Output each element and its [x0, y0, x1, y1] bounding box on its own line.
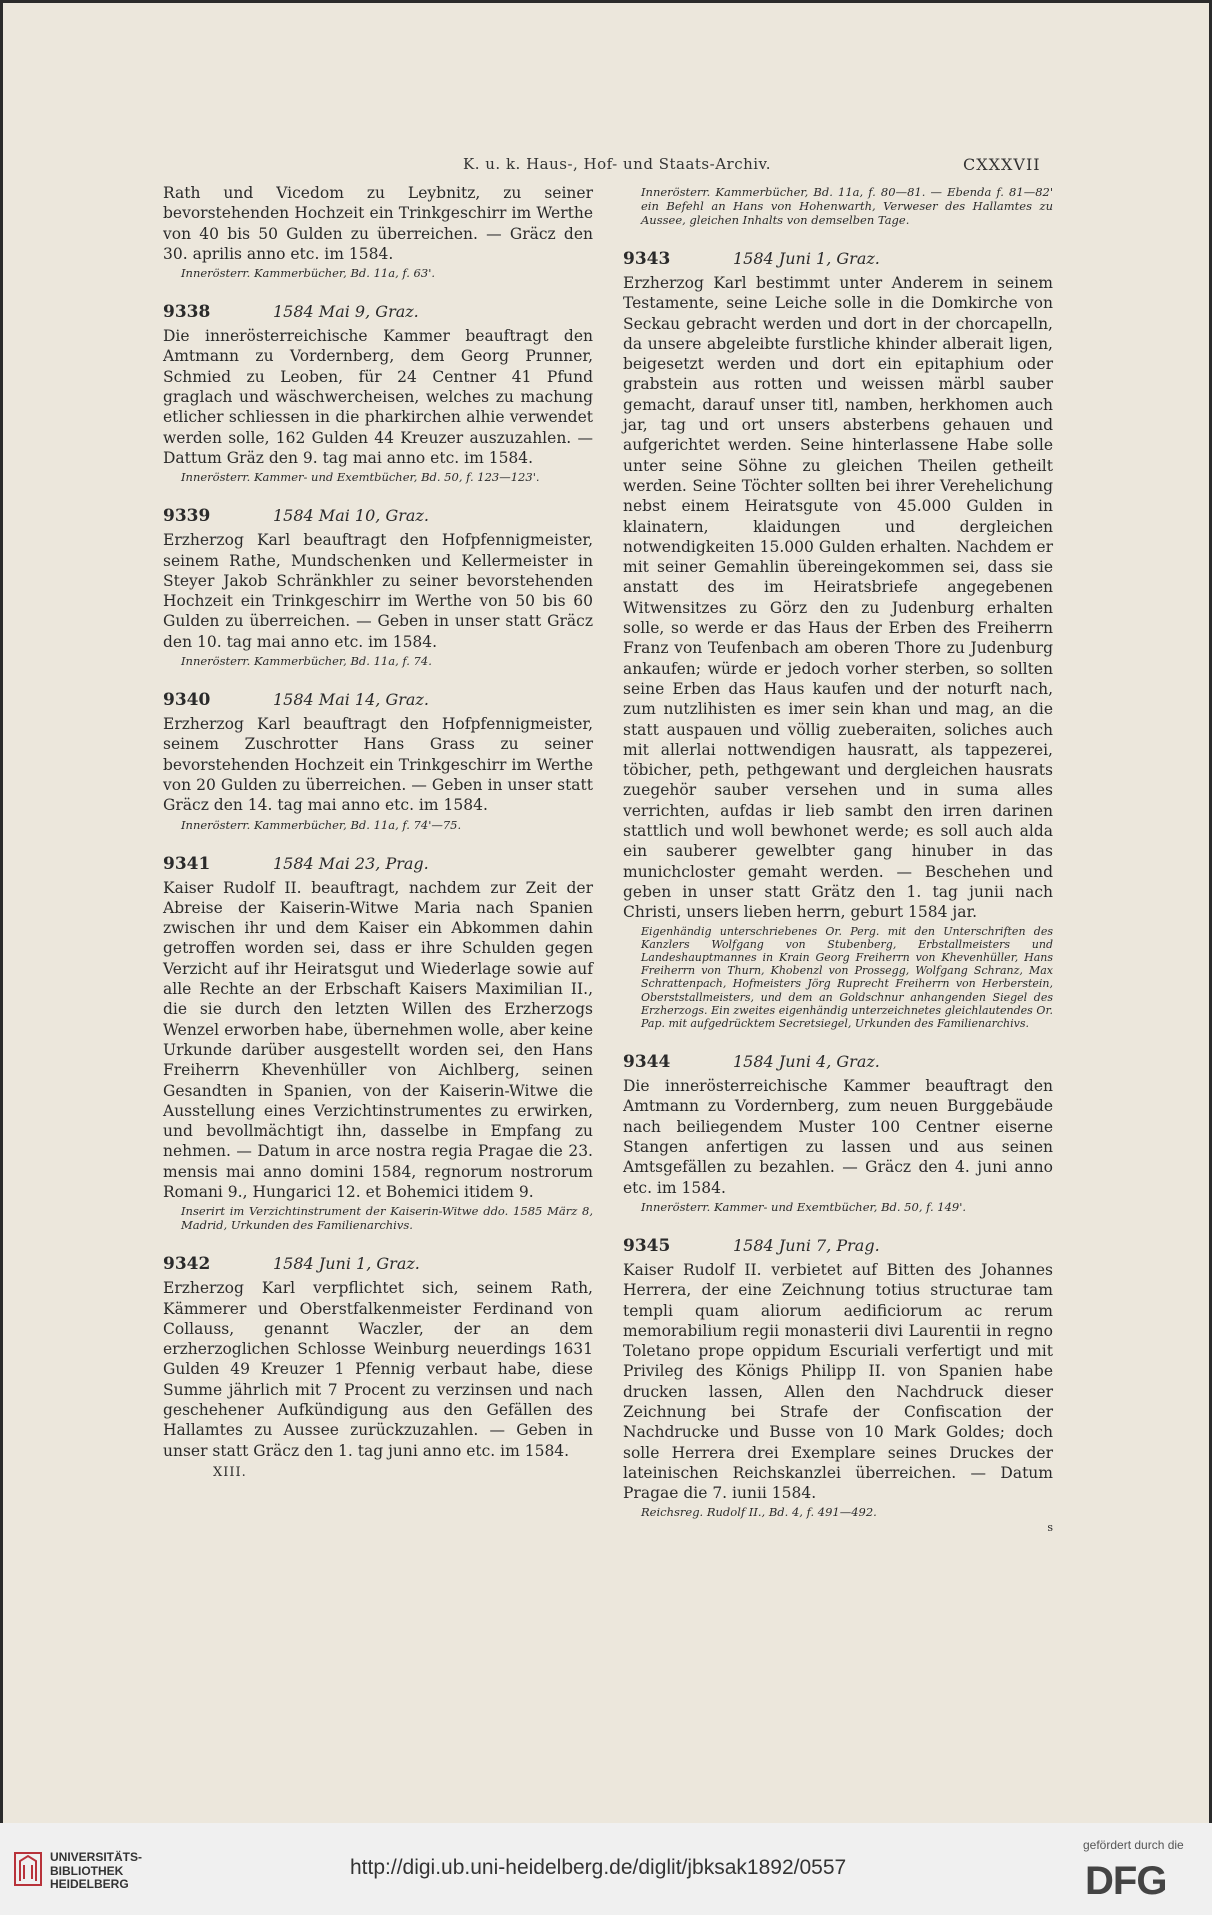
entry-source: Innerösterr. Kammerbücher, Bd. 11a, f. 80—81. — Ebenda f. 81—82' ein Befehl an Hans von Hohenwarth, Verweser des Hallamtes zu Aussee, gleichen Inhalts von demselben Tage.	[641, 185, 1053, 227]
entry-9341	[163, 854, 593, 1233]
entry-number: 9343	[623, 249, 671, 269]
entry-source: Innerösterr. Kammer- und Exemtbücher, Bd. 50, f. 123—123'.	[181, 470, 540, 485]
entry-text: Die innerösterreichische Kammer beauftragt den Amtmann zu Vordernberg, zum neuen Burggebäude nach beiliegendem Muster 100 Centner eiserne Stangen anfertigen zu lassen und aus seinen Amtsgefällen zu bezahlen. — Gräcz den 4. juni anno etc. im 1584.	[623, 1077, 1053, 1197]
left-column	[163, 183, 593, 1502]
entry-text: Erzherzog Karl beauftragt den Hofpfennigmeister, seinem Zuschrotter Hans Grass zu seiner bevorstehenden Hochzeit ein Trinkgeschirr im Werthe von 20 Gulden zu überreichen. — Geben in unser statt Gräcz den 14. tag mai anno etc. im 1584.	[163, 715, 593, 815]
entry-9338	[163, 302, 593, 484]
entry-source: Innerösterr. Kammerbücher, Bd. 11a, f. 74'—75.	[181, 817, 462, 832]
page-number: CXXXVII	[963, 155, 1041, 174]
entry-source: Eigenhändig unterschriebenes Or. Perg. mit den Unterschriften des Kanzlers Wolfgang von Stubenberg, Erbstallmeisters und Landeshauptmannes in Krain Georg Freiherrn von Khevenhüller, Hans Freiherrn von Thurn, Khobenzl von Prossegg, Wolfgang Schranz, Max Schrattenpach, Hofmeisters Jörg Ruprecht Freiherrn von Herberstein, Oberststallmeisters, und dem an Goldschnur anhangenden Siegel des Erzherzogs. Ein zweites eigenhändig unterzeichnetes gleichlautendes Or. Pap. mit aufgedrücktem Secretsiegel, Urkunden des Familienarchivs.	[641, 924, 1053, 1030]
entry-date: 1584 Mai 10, Graz.	[273, 506, 429, 526]
entry-text: Erzherzog Karl verpflichtet sich, seinem Rath, Kämmerer und Oberstfalkenmeister Ferdinand von Collauss, genannt Waczler, der an dem erzherzoglichen Schlosse Weinburg neuerdings 1631 Gulden 49 Kreuzer 1 Pfennig verbaut habe, diese Summe jährlich mit 7 Procent zu verzinsen und nach geschehener Aufkündigung aus den Gefällen des Hallamtes zu Aussee zurückzuzahlen. — Geben in unser statt Gräcz den 1. tag juni anno etc. im 1584.	[163, 1279, 593, 1460]
entry-date: 1584 Mai 14, Graz.	[273, 690, 429, 710]
entry-9342	[163, 1254, 593, 1480]
continued-source	[623, 185, 1053, 227]
entry-9343	[623, 249, 1053, 1030]
entry-source: Innerösterr. Kammer- und Exemtbücher, Bd. 50, f. 149'.	[641, 1199, 967, 1214]
entry-number: 9341	[163, 853, 211, 874]
university-library-logo-icon	[14, 1851, 42, 1887]
right-column	[623, 183, 1053, 1556]
entry-date: 1584 Juni 7, Prag.	[733, 1235, 880, 1255]
continued-entry	[163, 183, 593, 280]
entry-text: Die innerösterreichische Kammer beauftragt den Amtmann zu Vordernberg, dem Georg Prunner, Schmied zu Leoben, für 24 Centner 41 Pfund graglach und wäschwercheisen, welches zu machung etlicher schliessen in die pharkirchen alhie verwendet werden solle, 162 Gulden 44 Kreuzer auszuzahlen. — Dattum Gräz den 9. tag mai anno etc. im 1584.	[163, 327, 593, 467]
entry-date: 1584 Mai 9, Graz.	[273, 302, 419, 322]
entry-number: 9345	[623, 1235, 671, 1256]
signature-mark: s	[1047, 1521, 1053, 1535]
library-line: UNIVERSITÄTS-	[50, 1850, 143, 1864]
entry-date: 1584 Juni 1, Graz.	[733, 249, 880, 268]
library-line: HEIDELBERG	[50, 1877, 129, 1891]
permalink-url[interactable]: http://digi.ub.uni-heidelberg.de/diglit/jbksak1892/0557	[350, 1856, 847, 1879]
entry-source: Innerösterr. Kammerbücher, Bd. 11a, f. 63'.	[181, 266, 436, 281]
entry-date: 1584 Juni 1, Graz.	[273, 1254, 420, 1274]
entry-source: Inserirt im Verzichtinstrument der Kaiserin-Witwe ddo. 1585 März 8, Madrid, Urkunden des Familienarchivs.	[181, 1204, 593, 1233]
entry-number: 9338	[163, 302, 211, 323]
dfg-logo[interactable]: DFG	[1085, 1859, 1167, 1903]
entry-9345	[623, 1236, 1053, 1535]
entry-text: Erzherzog Karl bestimmt unter Anderem in seinem Testamente, seine Leiche solle in die Domkirche von Seckau gebracht werden und dort in der chorcapelln, da unsere abgeleibte furstliche khinder alberait ligen, beigesetzt werden und dort ein epitaphium oder grabstein aus rotten und weissen märbl sauber gemacht, darauf unser titl, namben, herkhomen auch jar, tag und ort unsers absterbens gehauen und aufgerichtet werden. Seine hinterlassene Habe solle unter seine Söhne zu gleichen Theilen getheilt werden. Seine Töchter sollten bei ihrer Verehelichung nebst einem Heiratsgute von 45.000 Gulden in klainatern, klaidungen und dergleichen notwendigkeiten 15.000 Gulden erhalten. Nachdem er mit seiner Gemahlin übereingekommen sei, dass sie anstatt des im Heiratsbriefe angegebenen Witwensitzes zu Görz den zu Judenburg erhalten solle, so werde er das Haus der Erben des Freiherrn Franz von Teufenbach am oberen Thore zu Judenburg ankaufen; würde er jedoch vorher sterben, so sollten seine Erben das Haus kaufen und der noturft nach, zum nutzlihisten es imer sein khan und mag, an die statt auspauen und völlig zueberaiten, soliches auch mit allerlai nottwendigen hausratt, als tappezerei, töbicher, peth, pethgewant und dergleichen hausrats zuegehör sauber versehen und in suma alles verrichten, aufdas ir lieb sambt den irren darinen stattlich und woll bewhonet werde; es soll auch alda ein sauberer gewelbter gang hinuber in das munichcloster gemaht werden. — Beschehen und geben in unser statt Grätz den 1. tag junii nach Christi, unsers lieben herrn, geburt 1584 jar.	[623, 274, 1053, 922]
entry-9344	[623, 1052, 1053, 1214]
entry-source: Reichsreg. Rudolf II., Bd. 4, f. 491—492.	[641, 1505, 877, 1520]
viewer-footer	[0, 1823, 1212, 1915]
entry-9339	[163, 506, 593, 668]
signature-mark: XIII.	[213, 1464, 247, 1480]
entry-text: Rath und Vicedom zu Leybnitz, zu seiner bevorstehenden Hochzeit ein Trinkgeschirr im Werthe von 40 bis 50 Gulden zu überreichen. — Gräcz den 30. aprilis anno etc. im 1584.	[163, 184, 593, 263]
entry-number: 9344	[623, 1052, 671, 1073]
entry-text: Erzherzog Karl beauftragt den Hofpfennigmeister, seinem Rathe, Mundschenken und Kellermeister in Steyer Jakob Schränkhler zu seiner bevorstehenden Hochzeit ein Trinkgeschirr im Werthe von 50 bis 60 Gulden zu überreichen. — Geben in unser statt Gräcz den 10. tag mai anno etc. im 1584.	[163, 531, 593, 651]
funded-by-label: gefördert durch die	[1083, 1838, 1184, 1852]
university-library-name[interactable]	[50, 1851, 142, 1892]
entry-date: 1584 Mai 23, Prag.	[273, 853, 429, 873]
scanned-page	[3, 3, 1209, 1823]
entry-text: Kaiser Rudolf II. beauftragt, nachdem zur Zeit der Abreise der Kaiserin-Witwe Maria nach Spanien zwischen ihr und dem Kaiser ein Abkommen dahin getroffen worden sei, dass er ihre Schulden gegen Verzicht auf ihr Heiratsgut und Wiederlage sowie auf alle Rechte an der Erbschaft Kaisers Maximilian II., die sie durch den letzten Willen des Erzherzogs Wenzel erworben habe, übernehmen wolle, aber keine Urkunde darüber ausgestellt worden sei, den Hans Freiherrn Khevenhüller von Aichlberg, seinen Gesandten in Spanien, von der Kaiserin-Witwe die Ausstellung eines Verzichtinstrumentes zu erwirken, und bevollmächtigt ihn, dasselbe in Empfang zu nehmen. — Datum in arce nostra regia Pragae die 23. mensis mai anno domini 1584, regnorum nostrorum Romani 9., Hungarici 12. et Bohemici itidem 9.	[163, 878, 593, 1201]
library-line: BIBLIOTHEK	[50, 1863, 124, 1878]
entry-9340	[163, 690, 593, 831]
entry-date: 1584 Juni 4, Graz.	[733, 1052, 880, 1072]
entry-number: 9340	[163, 690, 211, 711]
running-header-title: K. u. k. Haus-, Hof- und Staats-Archiv.	[463, 155, 772, 173]
entry-text: Kaiser Rudolf II. verbietet auf Bitten des Johannes Herrera, der eine Zeichnung totius structurae tam templi quam aliorum aedificiorum ac rerum memorabilium regii monasterii divi Laurentii in regno Toletano prope oppidum Escuriali verfertigt und mit Privileg des Königs Philipp II. von Spanien habe drucken lassen, Allen den Nachdruck dieser Zeichnung bei Strafe der Confiscation der Nachdrucke und Busse von 10 Mark Goldes; doch solle Herrera drei Exemplare seines Druckes der lateinischen Reichskanzlei überreichen. — Datum Pragae die 7. iunii 1584.	[623, 1260, 1053, 1503]
entry-number: 9339	[163, 506, 211, 527]
entry-number: 9342	[163, 1254, 211, 1275]
entry-source: Innerösterr. Kammerbücher, Bd. 11a, f. 74.	[181, 654, 432, 669]
